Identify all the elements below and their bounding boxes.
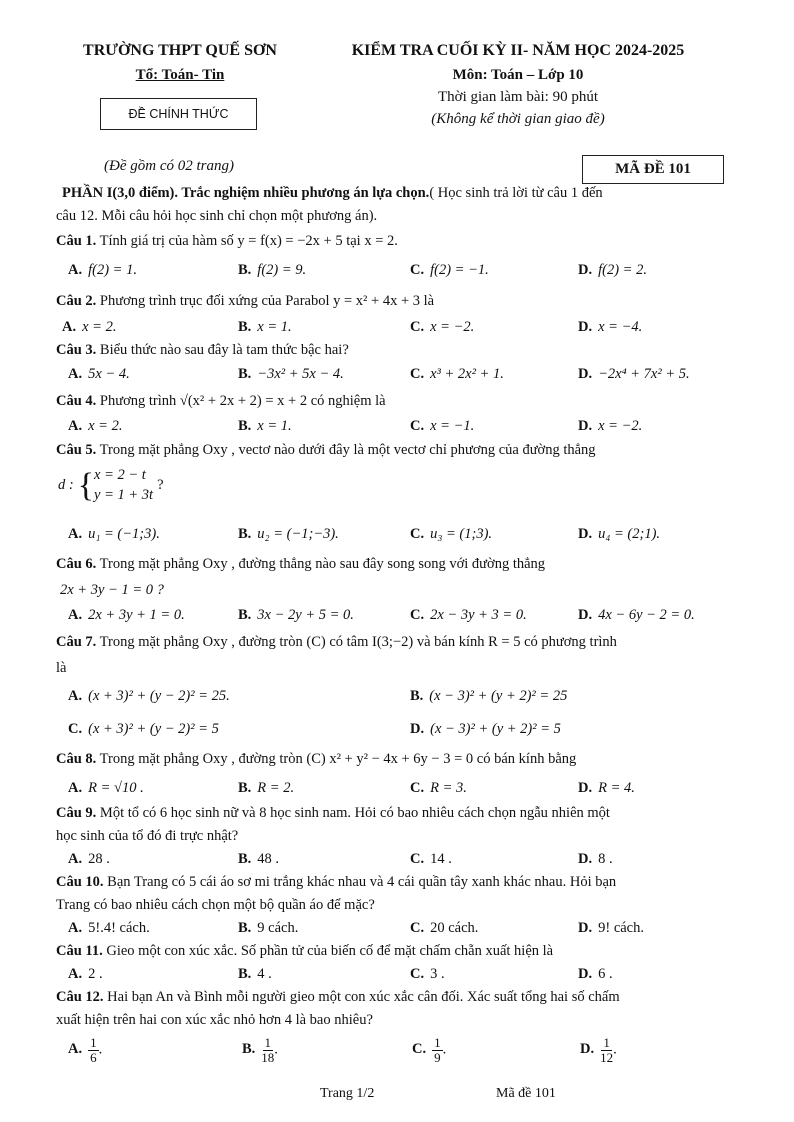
q9-option-b[interactable]: B. 48 . — [238, 851, 280, 867]
q4-option-d[interactable]: D. x = −2. — [578, 418, 643, 434]
q2-option-d[interactable]: D. x = −4. — [578, 319, 643, 335]
question-10-line2: Trang có bao nhiêu cách chọn một bộ quần áo để mặc? — [56, 897, 375, 913]
question-7-line2: là — [56, 660, 67, 676]
q12-option-a[interactable]: A. $\frac{1}{6}$ . — [68, 1035, 103, 1065]
q6-option-b[interactable]: B. 3x − 2y + 5 = 0. — [238, 607, 354, 623]
question-12: Câu 12. Hai bạn An và Bình mỗi người gieo một con xúc xắc cân đối. Xác suất tổng hai số chấm — [56, 989, 620, 1005]
q3-option-c[interactable]: C. x³ + 2x² + 1. — [410, 366, 504, 382]
subject: Môn: Toán – Lớp 10 — [452, 67, 584, 83]
q11-option-d[interactable]: D. 6 . — [578, 966, 613, 982]
q7-option-b[interactable]: B. (x − 3)² + (y + 2)² = 25 — [410, 688, 568, 704]
q2-option-c[interactable]: C. x = −2. — [410, 319, 475, 335]
q10-option-a[interactable]: A. 5!.4! cách. — [68, 920, 150, 936]
question-7: Câu 7. Trong mặt phẳng Oxy , đường tròn (C) có tâm I(3;−2) và bán kính R = 5 có phương trình — [56, 634, 617, 650]
school-name: TRƯỜNG THPT QUẾ SƠN — [83, 42, 277, 59]
question-5: Câu 5. Trong mặt phẳng Oxy , vectơ nào dưới đây là một vectơ chỉ phương của đường thẳng — [56, 442, 596, 458]
q12-option-c[interactable]: C. $\frac{1}{9}$ . — [412, 1035, 447, 1065]
q10-option-c[interactable]: C. 20 cách. — [410, 920, 479, 936]
q3-option-a[interactable]: A. 5x − 4. — [68, 366, 130, 382]
q8-option-a[interactable]: A. R = √10 . — [68, 780, 144, 796]
question-8: Câu 8. Trong mặt phẳng Oxy , đường tròn (C) x² + y² − 4x + 6y − 3 = 0 có bán kính bằng — [56, 751, 577, 767]
q9-option-d[interactable]: D. 8 . — [578, 851, 613, 867]
q12-option-d[interactable]: D. $\frac{1}{12}$ . — [580, 1035, 617, 1065]
question-3: Câu 3. Biểu thức nào sau đây là tam thức bậc hai? — [56, 342, 349, 358]
question-9: Câu 9. Một tổ có 6 học sinh nữ và 8 học sinh nam. Hỏi có bao nhiêu cách chọn ngẫu nhiên một — [56, 805, 610, 821]
q10-option-b[interactable]: B. 9 cách. — [238, 920, 299, 936]
q5-option-c[interactable]: C. u₃ = (1;3). — [410, 526, 493, 542]
question-11: Câu 11. Gieo một con xúc xắc. Số phần tử của biến cố để mặt chấm chẵn xuất hiện là — [56, 943, 554, 959]
q6-option-c[interactable]: C. 2x − 3y + 3 = 0. — [410, 607, 527, 623]
q2-option-b[interactable]: B. x = 1. — [238, 319, 292, 335]
question-12-line2: xuất hiện trên hai con xúc xắc nhỏ hơn 4 là bao nhiêu? — [56, 1012, 373, 1028]
pages-note: (Đề gồm có 02 trang) — [104, 158, 234, 174]
exam-title: KIỂM TRA CUỐI KỲ II- NĂM HỌC 2024-2025 — [351, 42, 685, 59]
q8-option-c[interactable]: C. R = 3. — [410, 780, 467, 796]
q4-option-b[interactable]: B. x = 1. — [238, 418, 292, 434]
part1-heading: PHẦN I(3,0 điểm). Trắc nghiệm nhiều phương án lựa chọn.( Học sinh trả lời từ câu 1 đến — [62, 185, 603, 201]
q5-line-system: d : { x = 2 − t y = 1 + 3t ? — [58, 466, 164, 504]
question-1: Câu 1. Tính giá trị của hàm số y = f(x) = −2x + 5 tại x = 2. — [56, 233, 398, 249]
question-6-line2: 2x + 3y − 1 = 0 ? — [60, 582, 164, 598]
q9-option-c[interactable]: C. 14 . — [410, 851, 452, 867]
exam-code-box: MÃ ĐỀ 101 — [582, 155, 724, 184]
q4-option-a[interactable]: A. x = 2. — [68, 418, 123, 434]
q7-option-d[interactable]: D. (x − 3)² + (y + 2)² = 5 — [410, 721, 561, 737]
q1-option-b[interactable]: B. f(2) = 9. — [238, 262, 307, 278]
question-2: Câu 2. Phương trình trục đối xứng của Parabol y = x² + 4x + 3 là — [56, 293, 435, 309]
q11-option-b[interactable]: B. 4 . — [238, 966, 272, 982]
q7-option-c[interactable]: C. (x + 3)² + (y − 2)² = 5 — [68, 721, 219, 737]
q6-option-a[interactable]: A. 2x + 3y + 1 = 0. — [68, 607, 185, 623]
q8-option-b[interactable]: B. R = 2. — [238, 780, 295, 796]
q12-option-b[interactable]: B. $\frac{1}{18}$ . — [242, 1035, 278, 1065]
q4-option-c[interactable]: C. x = −1. — [410, 418, 475, 434]
question-10: Câu 10. Bạn Trang có 5 cái áo sơ mi trắng khác nhau và 4 cái quần tây xanh khác nhau. Hỏi bạn — [56, 874, 617, 890]
exam-time: Thời gian làm bài: 90 phút — [438, 89, 598, 105]
q3-option-d[interactable]: D. −2x⁴ + 7x² + 5. — [578, 366, 690, 382]
department: Tổ: Toán- Tin — [135, 67, 225, 83]
q3-option-b[interactable]: B. −3x² + 5x − 4. — [238, 366, 344, 382]
q7-option-a[interactable]: A. (x + 3)² + (y − 2)² = 25. — [68, 688, 230, 704]
q11-option-a[interactable]: A. 2 . — [68, 966, 103, 982]
question-9-line2: học sinh của tổ đó đi trực nhật? — [56, 828, 239, 844]
q1-option-a[interactable]: A. f(2) = 1. — [68, 262, 137, 278]
q9-option-a[interactable]: A. 28 . — [68, 851, 110, 867]
page-number: Trang 1/2 — [320, 1086, 375, 1101]
q10-option-d[interactable]: D. 9! cách. — [578, 920, 644, 936]
q2-option-a[interactable]: A. x = 2. — [62, 319, 117, 335]
q5-option-b[interactable]: B. u₂ = (−1;−3). — [238, 526, 339, 542]
q11-option-c[interactable]: C. 3 . — [410, 966, 445, 982]
q1-option-c[interactable]: C. f(2) = −1. — [410, 262, 489, 278]
footer-exam-code: Mã đề 101 — [496, 1086, 556, 1101]
q5-option-a[interactable]: A. u₁ = (−1;3). — [68, 526, 160, 542]
question-4: Câu 4. Phương trình √(x² + 2x + 2) = x + 2 có nghiệm là — [56, 393, 386, 409]
q5-option-d[interactable]: D. u₄ = (2;1). — [578, 526, 661, 542]
q1-option-d[interactable]: D. f(2) = 2. — [578, 262, 647, 278]
part1-instruction: câu 12. Mỗi câu hỏi học sinh chỉ chọn một phương án). — [56, 208, 378, 224]
brace-icon: { — [77, 466, 95, 504]
q6-option-d[interactable]: D. 4x − 6y − 2 = 0. — [578, 607, 695, 623]
official-label: ĐỀ CHÍNH THỨC — [100, 98, 257, 130]
time-note: (Không kể thời gian giao đề) — [431, 111, 605, 127]
q8-option-d[interactable]: D. R = 4. — [578, 780, 635, 796]
question-6: Câu 6. Trong mặt phẳng Oxy , đường thẳng nào sau đây song song với đường thẳng — [56, 556, 546, 572]
